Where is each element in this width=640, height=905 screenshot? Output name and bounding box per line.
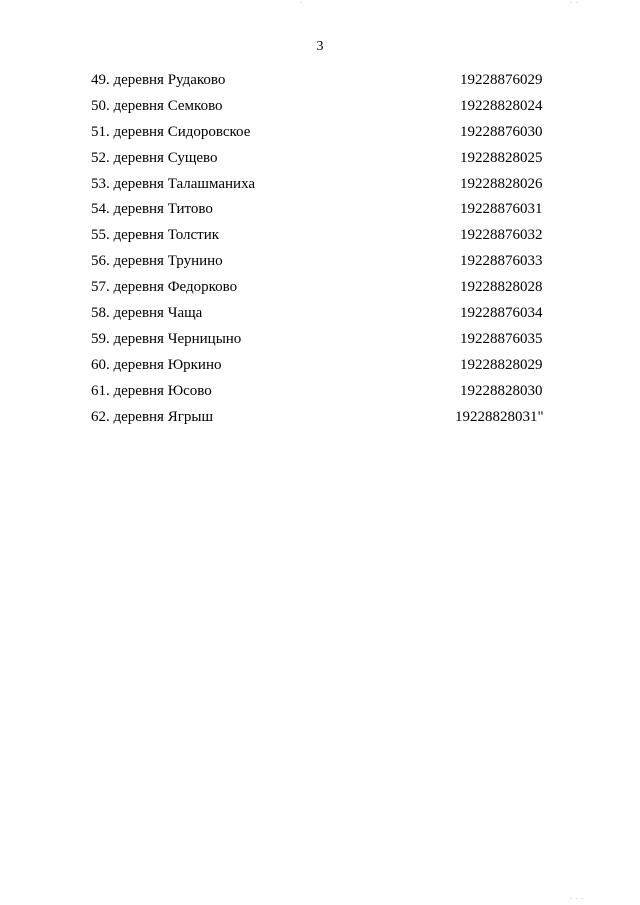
settlement-code: 19228876029: [460, 72, 543, 88]
list-item: [0, 275, 640, 301]
list-item: [0, 68, 640, 94]
settlement-name: 61. деревня Юсово: [91, 382, 212, 399]
settlement-code: 19228876032: [460, 227, 543, 244]
settlement-code: 19228828028: [460, 279, 543, 296]
settlement-name: 58. деревня Чаща: [91, 305, 203, 322]
scan-artifact-top-right: · ·: [570, 0, 579, 7]
settlement-name: 50. деревня Семково: [91, 97, 223, 114]
settlement-code: 19228828031": [455, 408, 544, 425]
settlement-code: 19228828025: [460, 149, 543, 166]
list-item: [0, 379, 640, 405]
list-item: [0, 327, 640, 353]
settlement-name: 59. деревня Черницыно: [91, 330, 242, 347]
list-item: [0, 405, 640, 431]
list-item: [0, 197, 640, 223]
settlement-code: 19228828026: [460, 175, 543, 192]
list-item: [0, 120, 640, 146]
settlement-code: 19228876033: [460, 253, 543, 270]
settlement-name: 52. деревня Сущево: [91, 149, 218, 166]
settlement-code: 19228876035: [460, 330, 543, 347]
list-item: [0, 249, 640, 275]
settlement-name: 60. деревня Юркино: [91, 356, 222, 373]
list-item: [0, 146, 640, 172]
scan-artifact-bottom-right: · · ·: [570, 896, 585, 903]
settlement-code: 19228876031: [460, 201, 543, 218]
settlement-name: 55. деревня Толстик: [91, 227, 220, 244]
list-item: [0, 223, 640, 249]
settlement-name: 62. деревня Ягрыш: [91, 408, 213, 425]
settlement-code: 19228876030: [460, 123, 543, 140]
list-item: [0, 172, 640, 198]
list-item: [0, 353, 640, 379]
settlement-code: 19228828030: [460, 382, 543, 399]
settlement-name: 56. деревня Трунино: [91, 253, 223, 270]
page-number: 3: [316, 39, 324, 54]
list-item: [0, 301, 640, 327]
settlement-name: 53. деревня Талашманиха: [91, 175, 256, 192]
settlement-name: 54. деревня Титово: [91, 201, 213, 218]
settlement-name: 57. деревня Федорково: [91, 279, 238, 296]
settlement-code: 19228876034: [460, 305, 543, 322]
settlement-code: 19228828024: [460, 97, 543, 114]
settlement-name: 51. деревня Сидоровское: [91, 123, 251, 140]
scan-artifact-top-center: ·: [300, 0, 303, 7]
list-item: [0, 94, 640, 120]
settlement-code: 19228828029: [460, 356, 543, 373]
settlement-name: 49. деревня Рудаково: [91, 72, 226, 88]
settlement-list: [0, 68, 640, 430]
